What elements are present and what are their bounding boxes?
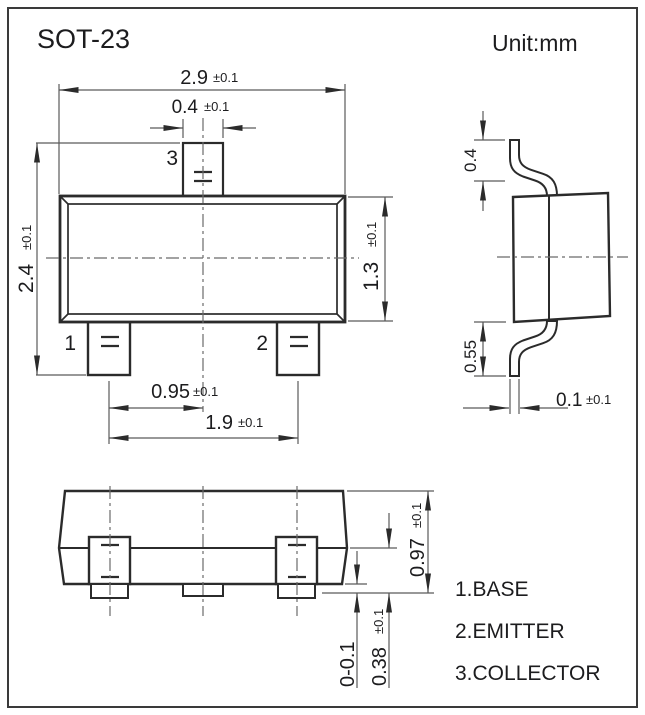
dim-lead-thickness-tolerance: ±0.1 (586, 392, 612, 407)
dim-body-width-tolerance: ±0.1 (213, 70, 239, 85)
dim-lead-thickness (463, 379, 611, 414)
dim-body-height-value: 1.3 (360, 261, 383, 291)
bottom-view (59, 486, 434, 688)
unit-label: Unit:mm (492, 30, 578, 56)
legend-item-emitter: 2.EMITTER (455, 620, 565, 643)
front-view (15, 67, 393, 444)
pin1-number: 1 (64, 332, 76, 355)
dim-pin-span-tolerance: ±0.1 (238, 415, 264, 430)
dim-lead-top-height-value: 0.4 (461, 148, 480, 172)
top-lead-profile (510, 140, 557, 196)
dim-lead-bottom-height (461, 322, 506, 376)
dim-total-height-value: 2.4 (15, 263, 38, 293)
dim-body-thickness-tolerance: ±0.1 (409, 502, 424, 528)
dim-total-height-tolerance: ±0.1 (19, 224, 34, 250)
dim-body-height (348, 197, 393, 321)
dim-pin-span-value: 1.9 (205, 412, 233, 434)
dim-body-width-value: 2.9 (180, 67, 208, 89)
dim-lead-width-tolerance: ±0.1 (371, 608, 386, 634)
dim-lead-bottom-height-value: 0.55 (461, 339, 480, 373)
side-view (461, 111, 628, 414)
dim-pin-pitch-value: 0.95 (151, 381, 190, 403)
dim-pin-pitch-tolerance: ±0.1 (193, 384, 219, 399)
dim-pin3-width-tolerance: ±0.1 (204, 99, 230, 114)
dim-pin3-width (150, 97, 256, 138)
dim-standoff-value: 0-0.1 (337, 641, 359, 687)
bottom-lead-profile (510, 321, 557, 376)
legend-item-collector: 3.COLLECTOR (455, 662, 601, 685)
pin1-lead (88, 322, 130, 375)
page-title: SOT-23 (37, 24, 131, 54)
dim-body-height-tolerance: ±0.1 (364, 221, 379, 247)
dim-pin3-width-value: 0.4 (171, 97, 198, 118)
dim-body-thickness-value: 0.97 (407, 538, 429, 577)
legend-item-base: 1.BASE (455, 578, 529, 601)
pin2-number: 2 (256, 332, 268, 355)
pin2-lead (277, 322, 319, 375)
pin3-number: 3 (166, 147, 178, 170)
dim-lead-thickness-value: 0.1 (556, 390, 583, 411)
dim-pin-pitch (109, 381, 218, 444)
dim-lead-width-value: 0.38 (369, 647, 391, 686)
dim-lead-top-height (461, 111, 505, 211)
pin-legend (455, 578, 601, 685)
